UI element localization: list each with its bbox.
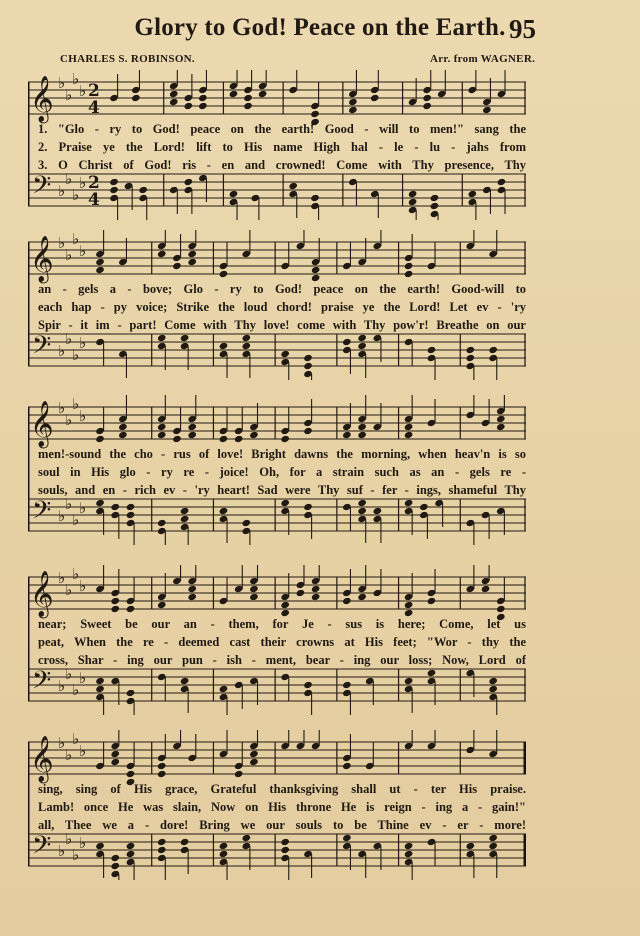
- note-head: [310, 110, 320, 118]
- note-head: [157, 762, 167, 770]
- note-head: [348, 106, 358, 114]
- note-head: [357, 334, 367, 342]
- bass-staff: [28, 334, 526, 366]
- note-head: [180, 515, 190, 523]
- flat-sign: ♭: [72, 846, 80, 864]
- note-head: [138, 186, 148, 194]
- bass-clef: 𝄢: [32, 831, 52, 866]
- note-head: [157, 423, 167, 431]
- note-head: [126, 689, 136, 697]
- note-head: [311, 266, 321, 274]
- note-head: [109, 186, 119, 194]
- note-head: [342, 834, 352, 842]
- note-head: [219, 685, 229, 693]
- note-head: [172, 262, 182, 270]
- note-head: [131, 94, 141, 102]
- flat-sign: ♭: [79, 669, 87, 687]
- note-head: [110, 854, 120, 862]
- note-head: [187, 250, 197, 258]
- note-head: [219, 270, 229, 278]
- flat-sign: ♭: [65, 581, 73, 599]
- treble-clef: 𝄞: [30, 236, 54, 282]
- note-head: [169, 98, 179, 106]
- lyric-line: cross, Shar - ing our pun - ish - ment, bear - ing our loss; Now, Lord of: [38, 653, 526, 667]
- lyric-line: 2. Praise ye the Lord! lift to His name High hal - le - lu - jahs from: [38, 140, 526, 154]
- note-head: [157, 846, 167, 854]
- bass-clef: 𝄢: [32, 496, 52, 531]
- note-head: [126, 850, 136, 858]
- note-head: [303, 503, 313, 511]
- note-head: [408, 190, 418, 198]
- flat-sign: ♭: [58, 234, 66, 252]
- note-head: [95, 677, 105, 685]
- note-head: [404, 262, 414, 270]
- note-head: [169, 90, 179, 98]
- flat-sign: ♭: [79, 577, 87, 595]
- note-head: [219, 435, 229, 443]
- hymn-title: Glory to God! Peace on the Earth.: [134, 14, 506, 41]
- note-head: [95, 266, 105, 274]
- note-head: [496, 605, 506, 613]
- treble-staff: [28, 742, 526, 774]
- note-head: [110, 597, 120, 605]
- flat-sign: ♭: [72, 230, 80, 248]
- note-head: [180, 838, 190, 846]
- note-head: [95, 258, 105, 266]
- flat-sign: ♭: [79, 742, 87, 760]
- note-head: [468, 190, 478, 198]
- note-head: [184, 102, 194, 110]
- note-head: [404, 431, 414, 439]
- lyrics-block: [38, 120, 526, 174]
- note-head: [157, 431, 167, 439]
- note-head: [180, 507, 190, 515]
- note-head: [427, 597, 437, 605]
- note-head: [427, 669, 437, 677]
- note-head: [488, 842, 498, 850]
- note-head: [311, 585, 321, 593]
- bass-clef: 𝄢: [32, 666, 52, 701]
- arranger-credit: Arr. from WAGNER.: [430, 53, 536, 65]
- note-head: [342, 762, 352, 770]
- lyric-line: near; Sweet be our an - them, for Je - sus is here; Come, let us: [38, 617, 526, 631]
- note-head: [118, 423, 128, 431]
- note-head: [348, 98, 358, 106]
- note-head: [488, 677, 498, 685]
- flat-sign: ♭: [65, 330, 73, 348]
- flat-sign: ♭: [58, 507, 66, 525]
- note-head: [126, 503, 136, 511]
- treble-clef: 𝄞: [30, 401, 54, 447]
- flat-sign: ♭: [65, 411, 73, 429]
- note-head: [187, 593, 197, 601]
- note-head: [126, 842, 136, 850]
- flat-sign: ♭: [58, 842, 66, 860]
- flat-sign: ♭: [72, 681, 80, 699]
- note-head: [118, 431, 128, 439]
- note-head: [95, 499, 105, 507]
- note-head: [242, 342, 252, 350]
- note-head: [427, 346, 437, 354]
- note-head: [280, 601, 290, 609]
- note-head: [430, 194, 440, 202]
- treble-clef: 𝄞: [30, 76, 54, 122]
- flat-sign: ♭: [79, 407, 87, 425]
- note-head: [342, 431, 352, 439]
- flat-sign: ♭: [72, 511, 80, 529]
- flat-sign: ♭: [65, 746, 73, 764]
- note-head: [404, 850, 414, 858]
- flat-sign: ♭: [72, 730, 80, 748]
- note-head: [280, 350, 290, 358]
- flat-sign: ♭: [72, 395, 80, 413]
- flat-sign: ♭: [65, 665, 73, 683]
- note-head: [488, 685, 498, 693]
- note-head: [243, 94, 253, 102]
- note-head: [242, 519, 252, 527]
- note-head: [109, 178, 119, 186]
- note-head: [249, 750, 259, 758]
- note-head: [404, 270, 414, 278]
- lyrics-block: [38, 445, 526, 499]
- lyric-line: Spir - it im - part! Come with Thy love! come with Thy pow'r! Breathe on our: [38, 318, 526, 332]
- flat-sign: ♭: [58, 182, 66, 200]
- flat-sign: ♭: [72, 346, 80, 364]
- note-head: [404, 842, 414, 850]
- lyric-line: peat, When the re - deemed cast their crowns at His feet; "Wor - thy the: [38, 635, 526, 649]
- note-head: [357, 431, 367, 439]
- note-head: [370, 94, 380, 102]
- note-head: [342, 597, 352, 605]
- flat-sign: ♭: [79, 334, 87, 352]
- note-head: [497, 178, 507, 186]
- treble-clef: 𝄞: [30, 571, 54, 617]
- note-head: [157, 334, 167, 342]
- note-head: [357, 499, 367, 507]
- note-head: [110, 862, 120, 870]
- note-head: [342, 338, 352, 346]
- note-head: [198, 94, 208, 102]
- note-head: [404, 499, 414, 507]
- note-head: [373, 507, 383, 515]
- flat-sign: ♭: [65, 86, 73, 104]
- note-head: [110, 750, 120, 758]
- note-head: [157, 601, 167, 609]
- time-signature-bottom: 4: [88, 98, 100, 118]
- note-head: [242, 334, 252, 342]
- author-credit: CHARLES S. ROBINSON.: [60, 53, 195, 65]
- note-head: [422, 94, 432, 102]
- note-head: [303, 354, 313, 362]
- treble-staff: [28, 577, 526, 609]
- note-head: [187, 258, 197, 266]
- note-head: [357, 507, 367, 515]
- note-head: [172, 435, 182, 443]
- time-signature-top: 2: [88, 81, 100, 101]
- note-head: [430, 202, 440, 210]
- flat-sign: ♭: [72, 186, 80, 204]
- note-head: [157, 770, 167, 778]
- note-head: [219, 507, 229, 515]
- note-head: [258, 90, 268, 98]
- note-head: [249, 431, 259, 439]
- note-head: [496, 423, 506, 431]
- note-head: [404, 677, 414, 685]
- note-head: [408, 198, 418, 206]
- treble-staff: [28, 407, 526, 439]
- note-head: [466, 346, 476, 354]
- flat-sign: ♭: [58, 342, 66, 360]
- flat-sign: ♭: [65, 830, 73, 848]
- note-head: [249, 758, 259, 766]
- lyrics-block: [38, 780, 526, 834]
- note-head: [488, 834, 498, 842]
- note-head: [466, 842, 476, 850]
- bass-clef: 𝄢: [32, 171, 52, 206]
- flat-sign: ♭: [58, 399, 66, 417]
- note-head: [219, 342, 229, 350]
- note-head: [303, 427, 313, 435]
- note-head: [243, 102, 253, 110]
- note-head: [280, 846, 290, 854]
- note-head: [234, 435, 244, 443]
- flat-sign: ♭: [65, 495, 73, 513]
- flat-sign: ♭: [79, 242, 87, 260]
- note-head: [404, 423, 414, 431]
- lyric-line: each hap - py voice; Strike the loud chord! praise ye the Lord! Let ev - 'ry: [38, 300, 526, 314]
- lyric-line: 3. O Christ of God! ris - en and crowned! Come with Thy presence, Thy: [38, 158, 526, 172]
- lyric-line: an - gels a - bove; Glo - ry to God! peace on the earth! Good-will to: [38, 282, 526, 296]
- note-head: [482, 106, 492, 114]
- note-head: [357, 423, 367, 431]
- flat-sign: ♭: [72, 565, 80, 583]
- note-head: [357, 342, 367, 350]
- note-head: [280, 499, 290, 507]
- note-head: [219, 842, 229, 850]
- flat-sign: ♭: [65, 170, 73, 188]
- note-head: [481, 585, 491, 593]
- note-head: [126, 605, 136, 613]
- treble-staff: [28, 82, 526, 114]
- treble-clef: 𝄞: [30, 736, 54, 782]
- note-head: [496, 415, 506, 423]
- lyric-line: Lamb! once He was slain, Now on His throne He is reign - ing a - gain!": [38, 800, 526, 814]
- flat-sign: ♭: [72, 70, 80, 88]
- flat-sign: ♭: [79, 82, 87, 100]
- note-head: [110, 758, 120, 766]
- note-head: [126, 770, 136, 778]
- note-head: [229, 90, 239, 98]
- hymn-number: 95: [509, 14, 536, 44]
- note-head: [422, 102, 432, 110]
- note-head: [157, 519, 167, 527]
- note-head: [404, 601, 414, 609]
- note-head: [357, 593, 367, 601]
- note-head: [110, 605, 120, 613]
- note-head: [310, 194, 320, 202]
- note-head: [95, 842, 105, 850]
- lyrics-block: [38, 280, 526, 334]
- note-head: [488, 346, 498, 354]
- note-head: [95, 435, 105, 443]
- flat-sign: ♭: [79, 174, 87, 192]
- note-head: [229, 190, 239, 198]
- note-head: [184, 178, 194, 186]
- lyric-line: soul in His glo - ry re - joice! Oh, for a strain such as an - gels re -: [38, 465, 526, 479]
- note-head: [242, 834, 252, 842]
- note-head: [342, 681, 352, 689]
- lyric-line: sing, sing of His grace, Grateful thanksgiving shall ut - ter His praise.: [38, 782, 526, 796]
- note-head: [187, 431, 197, 439]
- note-head: [303, 681, 313, 689]
- note-head: [249, 585, 259, 593]
- bass-staff: [28, 174, 526, 206]
- note-head: [180, 334, 190, 342]
- note-head: [187, 585, 197, 593]
- note-head: [280, 838, 290, 846]
- note-head: [157, 250, 167, 258]
- note-head: [219, 850, 229, 858]
- lyric-line: all, Thee we a - dore! Bring we our souls to be Thine ev - er - more!: [38, 818, 526, 832]
- flat-sign: ♭: [79, 499, 87, 517]
- flat-sign: ♭: [58, 734, 66, 752]
- flat-sign: ♭: [79, 834, 87, 852]
- note-head: [110, 503, 120, 511]
- time-signature-top: 2: [88, 173, 100, 193]
- note-head: [234, 770, 244, 778]
- lyric-line: 1. "Glo - ry to God! peace on the earth! Good - will to men!" sang the: [38, 122, 526, 136]
- note-head: [249, 593, 259, 601]
- note-head: [288, 182, 298, 190]
- note-head: [419, 503, 429, 511]
- note-head: [180, 677, 190, 685]
- bass-clef: 𝄢: [32, 331, 52, 366]
- note-head: [157, 838, 167, 846]
- time-signature-bottom: 4: [88, 190, 100, 210]
- flat-sign: ♭: [58, 569, 66, 587]
- flat-sign: ♭: [58, 74, 66, 92]
- note-head: [303, 362, 313, 370]
- note-head: [198, 102, 208, 110]
- note-head: [466, 354, 476, 362]
- note-head: [187, 423, 197, 431]
- note-head: [311, 593, 321, 601]
- lyric-line: souls, and en - rich ev - 'ry heart! Sad were Thy suf - fer - ings, shameful Thy: [38, 483, 526, 497]
- note-head: [296, 589, 306, 597]
- note-head: [280, 435, 290, 443]
- bass-staff: [28, 834, 526, 866]
- note-head: [95, 685, 105, 693]
- lyric-line: men!-sound the cho - rus of love! Bright dawns the morning, when heav'n is so: [38, 447, 526, 461]
- lyrics-block: [38, 615, 526, 669]
- flat-sign: ♭: [58, 677, 66, 695]
- note-head: [126, 511, 136, 519]
- flat-sign: ♭: [65, 246, 73, 264]
